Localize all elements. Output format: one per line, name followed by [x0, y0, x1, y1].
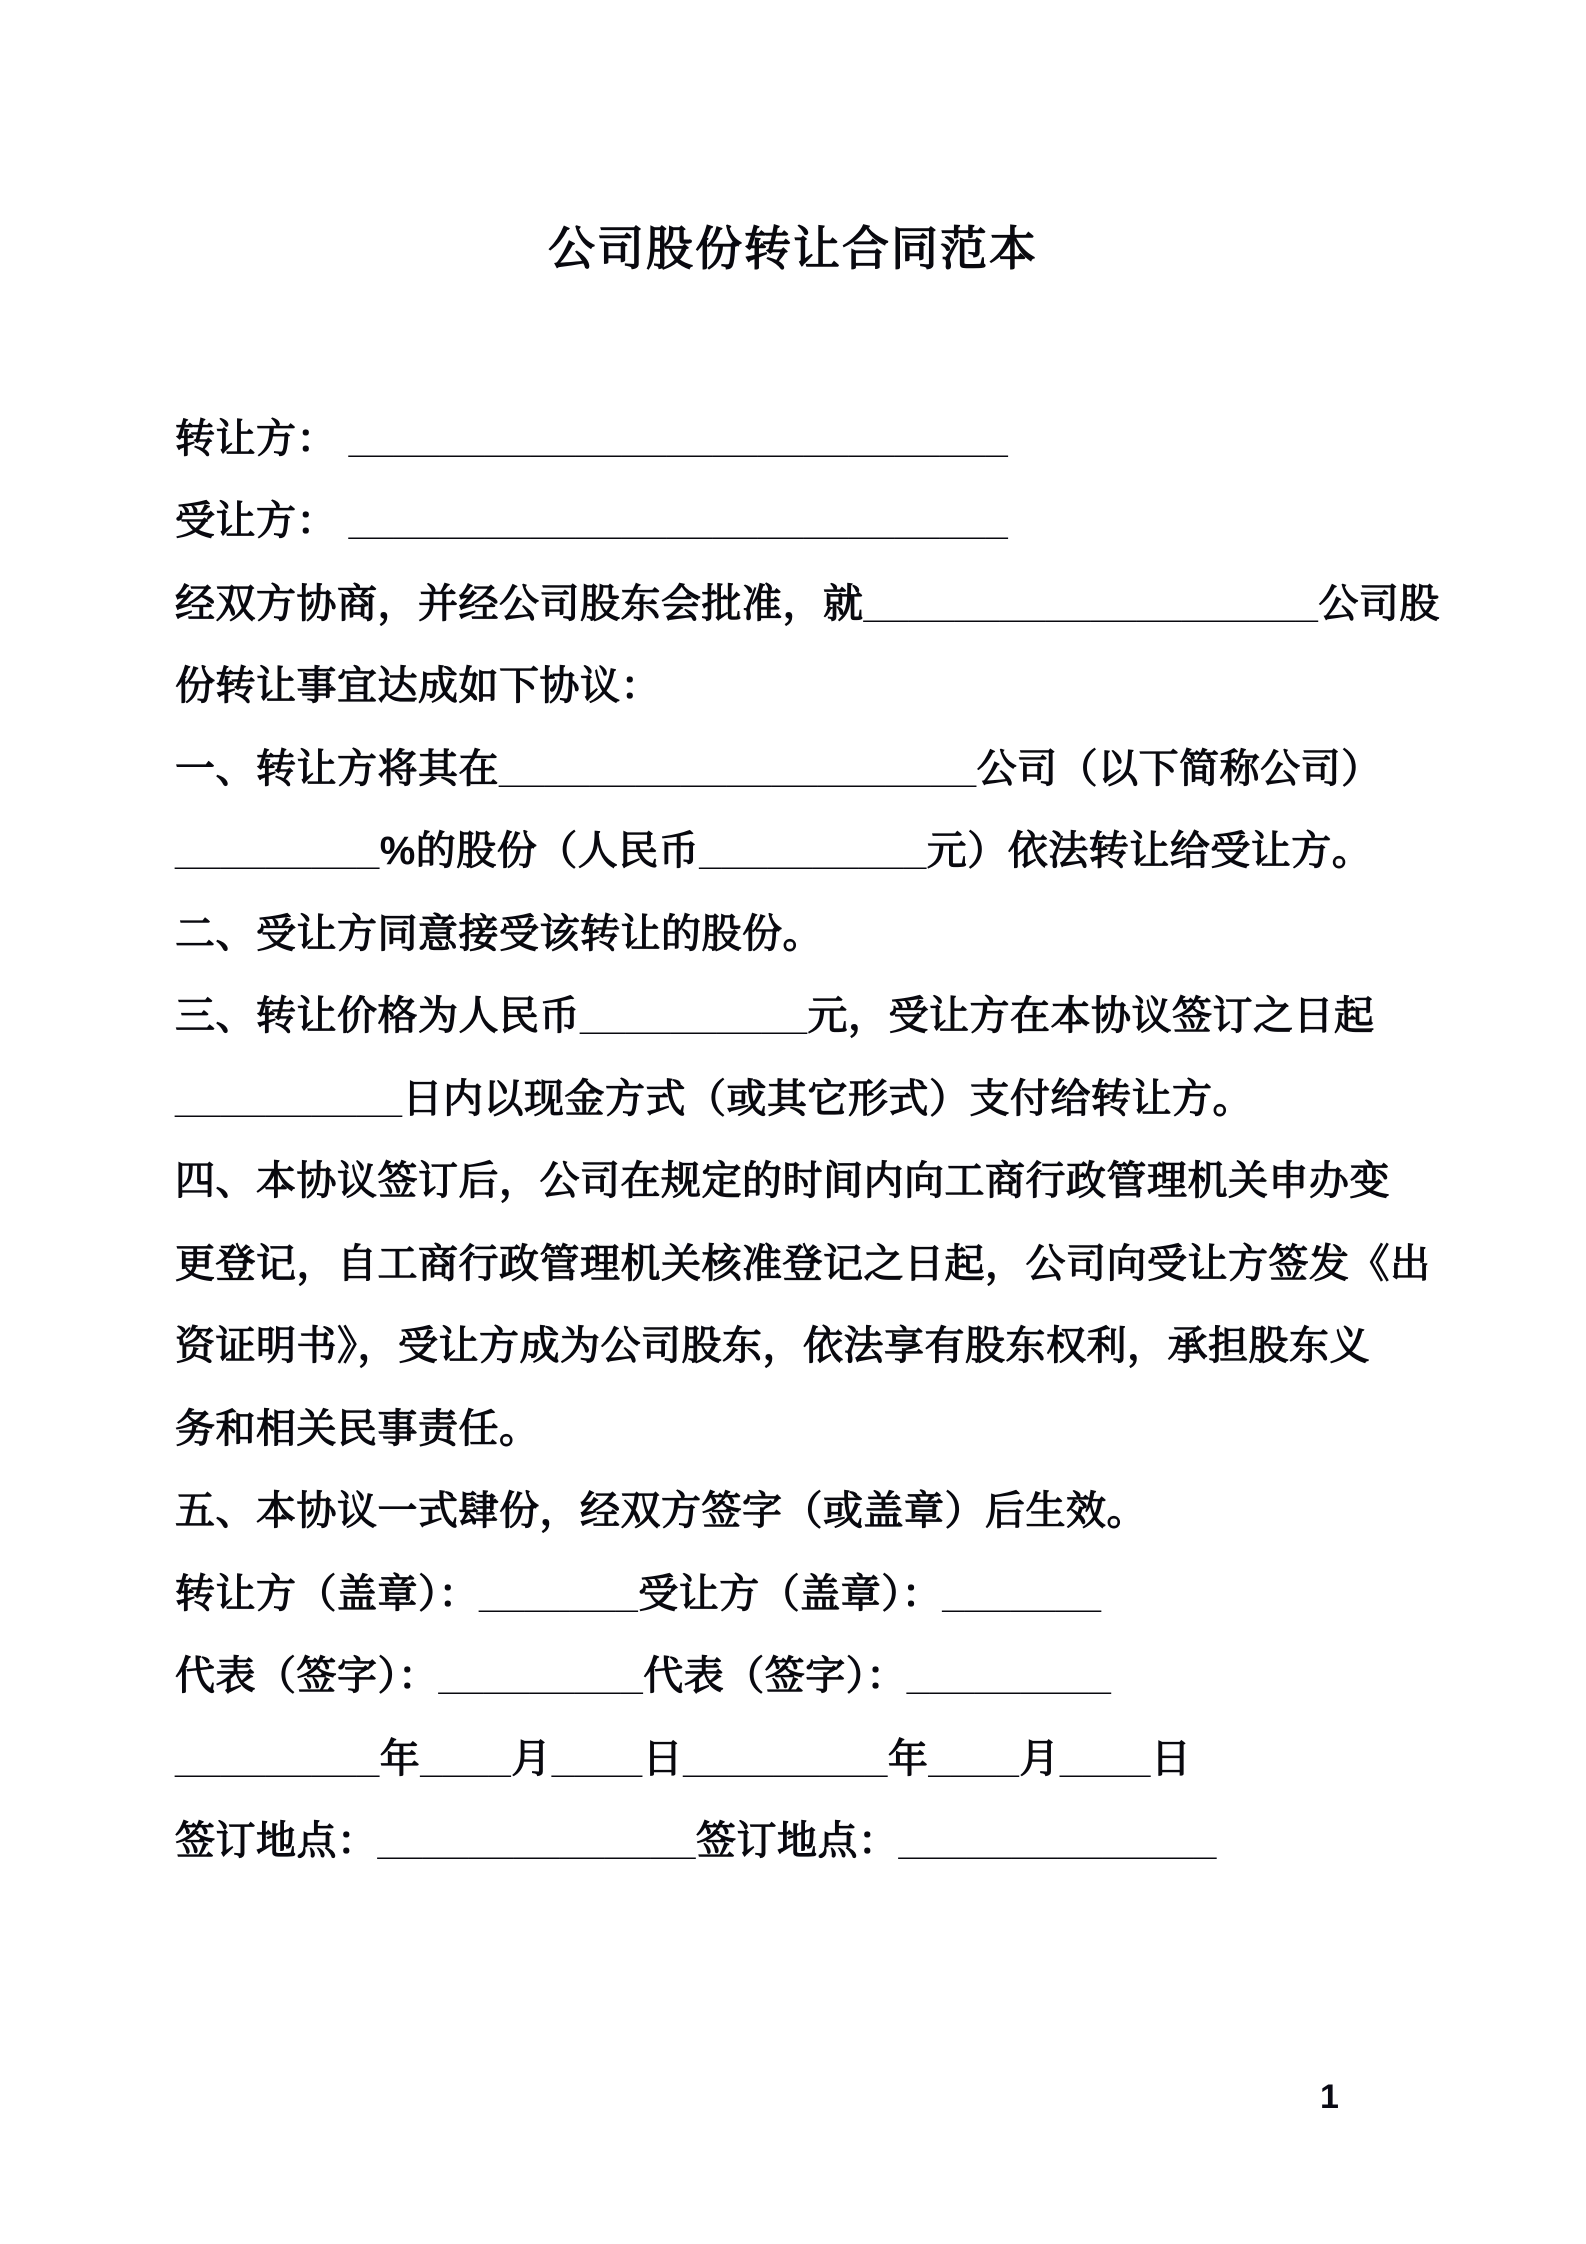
page-number: 1 — [1320, 2078, 1339, 2116]
line-clause-3-part-1: 三、转让价格为人民币__________元，受让方在本协议签订之日起 — [175, 994, 1375, 1039]
line-transferee-field: 受让方： _____________________________ — [175, 499, 1009, 544]
document-title: 公司股份转让合同范本 — [548, 222, 1038, 275]
line-rep-signatures: 代表（签字）：_________代表（签字）：_________ — [175, 1654, 1112, 1699]
line-clause-4-part-4: 务和相关民事责任。 — [175, 1406, 540, 1451]
line-clause-3-part-2: __________日内以现金方式（或其它形式）支付给转让方。 — [175, 1076, 1253, 1121]
line-clause-1-part-1: 一、转让方将其在_____________________公司（以下简称公司） — [175, 746, 1382, 791]
line-dates: _________年____月____日_________年____月____日 — [175, 1736, 1192, 1781]
document-body — [175, 394, 1440, 1879]
line-clause-1-part-2: _________%的股份（人民币__________元）依法转让给受让方。 — [175, 829, 1373, 874]
line-clause-4-part-2: 更登记，自工商行政管理机关核准登记之日起，公司向受让方签发《出 — [175, 1241, 1431, 1286]
line-preamble-1: 经双方协商，并经公司股东会批准，就____________________公司股 — [175, 581, 1440, 626]
line-clause-4-part-3: 资证明书》，受让方成为公司股东，依法享有股东权利，承担股东义 — [175, 1324, 1370, 1369]
line-clause-4-part-1: 四、本协议签订后，公司在规定的时间内向工商行政管理机关申办变 — [175, 1159, 1390, 1204]
line-clause-5: 五、本协议一式肆份，经双方签字（或盖章）后生效。 — [175, 1489, 1147, 1534]
line-preamble-2: 份转让事宜达成如下协议： — [175, 664, 661, 709]
line-transferor-field: 转让方： _____________________________ — [175, 416, 1009, 461]
line-signing-locations: 签订地点：______________签订地点：______________ — [175, 1819, 1217, 1864]
line-seal-signatures: 转让方（盖章）：_______受让方（盖章）：_______ — [175, 1571, 1102, 1616]
line-clause-2: 二、受让方同意接受该转让的股份。 — [175, 911, 823, 956]
